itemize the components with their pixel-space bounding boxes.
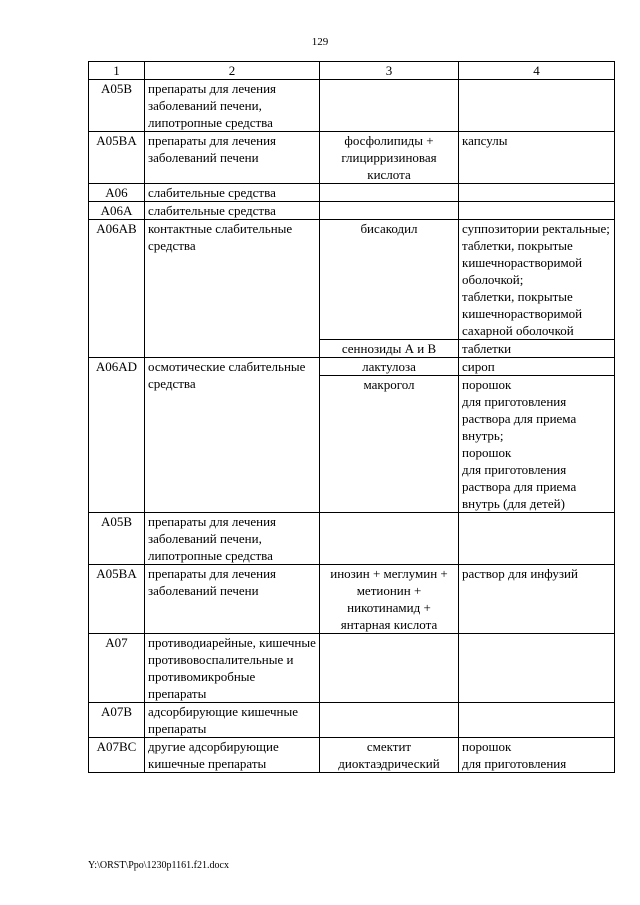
drug-name-cell — [320, 634, 459, 703]
column-header: 3 — [320, 62, 459, 80]
table-row — [89, 358, 615, 376]
drug-name-cell — [320, 184, 459, 202]
table-row — [89, 80, 615, 132]
atc-code-cell: A07B — [89, 703, 145, 738]
table-row — [89, 202, 615, 220]
group-name-cell: слабительные средства — [145, 184, 320, 202]
page-number: 129 — [311, 36, 329, 48]
table-row — [89, 738, 615, 773]
table-row — [89, 132, 615, 184]
drug-name-cell — [320, 80, 459, 132]
group-name-cell: препараты для лечения заболеваний печени — [145, 565, 320, 634]
file-path-footer: Y:\ORST\Ppo\1230p1161.f21.docx — [88, 860, 229, 871]
dosage-form-cell — [459, 80, 615, 132]
atc-code-cell: A06AB — [89, 220, 145, 358]
atc-code-cell: A07 — [89, 634, 145, 703]
table-row — [89, 565, 615, 634]
table-row — [89, 703, 615, 738]
dosage-form-cell: раствор для инфузий — [459, 565, 615, 634]
group-name-cell: препараты для лечения заболеваний печени, липотропные средства — [145, 513, 320, 565]
group-name-cell: противодиарейные, кишечные противовоспалительные и противомикробные препараты — [145, 634, 320, 703]
group-name-cell: слабительные средства — [145, 202, 320, 220]
drug-name-cell: бисакодил — [320, 220, 459, 340]
atc-code-cell: A06 — [89, 184, 145, 202]
dosage-form-cell — [459, 202, 615, 220]
group-name-cell: контактные слабительные средства — [145, 220, 320, 358]
table-row — [89, 220, 615, 340]
dosage-form-cell: капсулы — [459, 132, 615, 184]
column-header: 2 — [145, 62, 320, 80]
atc-code-cell: A06AD — [89, 358, 145, 513]
drug-name-cell: инозин + меглумин + метионин + никотинамид + янтарная кислота — [320, 565, 459, 634]
drug-name-cell — [320, 513, 459, 565]
dosage-form-cell — [459, 513, 615, 565]
drug-name-cell: смектит диоктаэдрический — [320, 738, 459, 773]
dosage-form-cell: порошок для приготовления — [459, 738, 615, 773]
atc-code-cell: A05BA — [89, 565, 145, 634]
group-name-cell: адсорбирующие кишечные препараты — [145, 703, 320, 738]
dosage-form-cell: порошок для приготовления раствора для приема внутрь; порошок для приготовления раствора для приема внутрь (для детей) — [459, 376, 615, 513]
table-row — [89, 184, 615, 202]
drug-table — [88, 61, 615, 773]
group-name-cell: осмотические слабительные средства — [145, 358, 320, 513]
atc-code-cell: A07BC — [89, 738, 145, 773]
group-name-cell: препараты для лечения заболеваний печени — [145, 132, 320, 184]
drug-name-cell — [320, 703, 459, 738]
group-name-cell: другие адсорбирующие кишечные препараты — [145, 738, 320, 773]
table-row — [89, 513, 615, 565]
dosage-form-cell: суппозитории ректальные; таблетки, покрытые кишечнорастворимой оболочкой; таблетки, покрытые кишечнорастворимой сахарной оболочкой — [459, 220, 615, 340]
atc-code-cell: A05BA — [89, 132, 145, 184]
column-header: 1 — [89, 62, 145, 80]
drug-name-cell: лактулоза — [320, 358, 459, 376]
dosage-form-cell — [459, 703, 615, 738]
drug-name-cell: сеннозиды А и В — [320, 340, 459, 358]
atc-code-cell: A06A — [89, 202, 145, 220]
drug-name-cell: фосфолипиды + глицирризиновая кислота — [320, 132, 459, 184]
dosage-form-cell: сироп — [459, 358, 615, 376]
group-name-cell: препараты для лечения заболеваний печени, липотропные средства — [145, 80, 320, 132]
atc-code-cell: A05B — [89, 80, 145, 132]
atc-code-cell: A05B — [89, 513, 145, 565]
table-header-row — [89, 62, 615, 80]
dosage-form-cell — [459, 634, 615, 703]
table-row — [89, 634, 615, 703]
column-header: 4 — [459, 62, 615, 80]
drug-name-cell: макрогол — [320, 376, 459, 513]
dosage-form-cell: таблетки — [459, 340, 615, 358]
dosage-form-cell — [459, 184, 615, 202]
drug-name-cell — [320, 202, 459, 220]
